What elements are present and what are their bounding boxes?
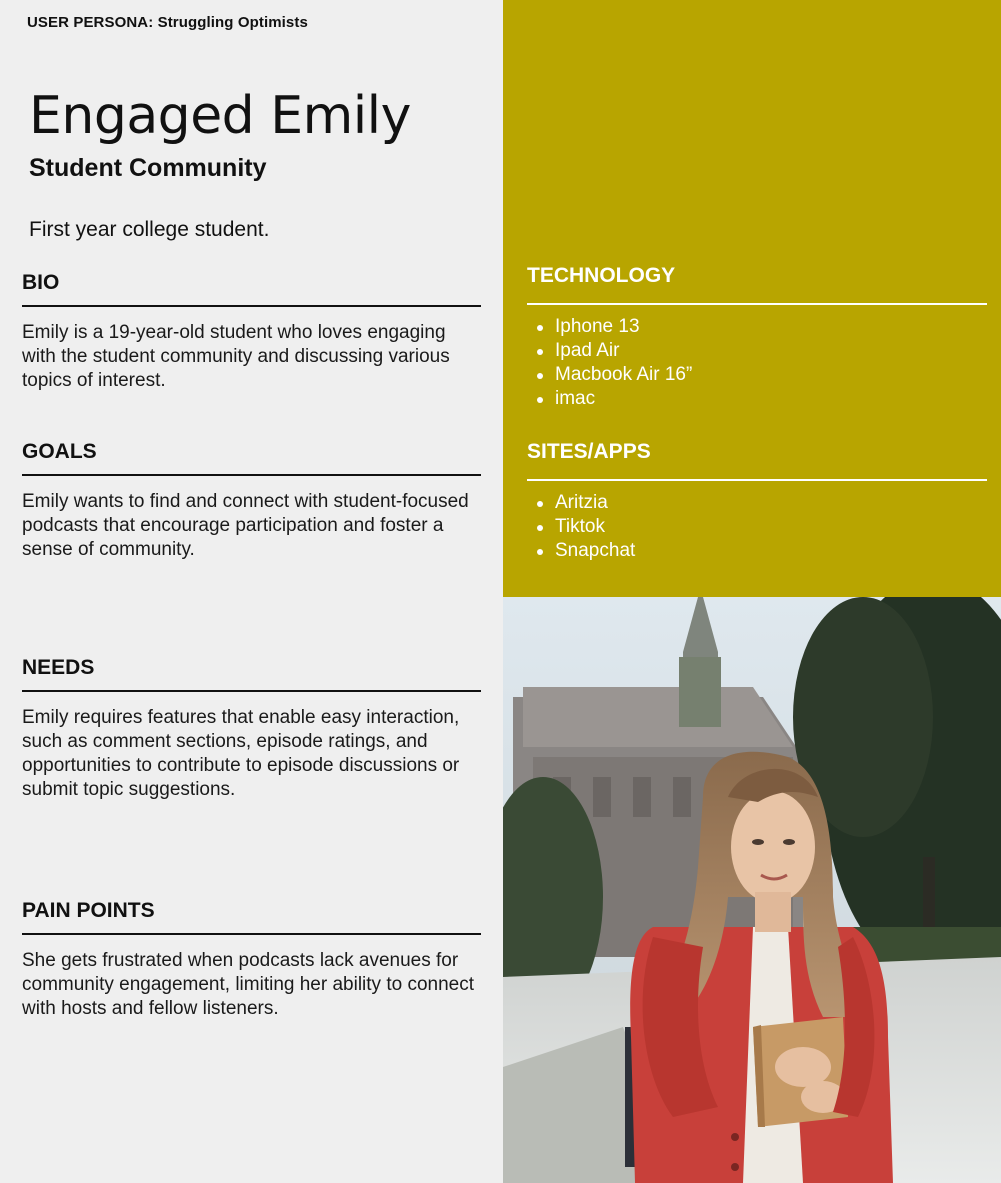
technology-item: Macbook Air 16” xyxy=(527,363,987,387)
persona-photo xyxy=(503,597,1001,1183)
needs-section xyxy=(22,656,481,802)
technology-list xyxy=(527,315,987,411)
sites-apps-item: Snapchat xyxy=(527,539,987,563)
technology-section xyxy=(527,264,987,411)
goals-section xyxy=(22,440,481,562)
persona-label: USER PERSONA: Struggling Optimists xyxy=(27,14,308,31)
sites-apps-list xyxy=(527,491,987,563)
sites-apps-item: Aritzia xyxy=(527,491,987,515)
technology-item: imac xyxy=(527,387,987,411)
persona-photo-illustration xyxy=(503,597,1001,1183)
technology-title: TECHNOLOGY xyxy=(527,264,987,305)
goals-title: GOALS xyxy=(22,440,481,476)
pain-points-section xyxy=(22,899,481,1021)
persona-community: Student Community xyxy=(29,154,267,182)
pain-points-title: PAIN POINTS xyxy=(22,899,481,935)
goals-text: Emily wants to find and connect with student-focused podcasts that encourage participation and foster a sense of community. xyxy=(22,491,469,560)
bio-section xyxy=(22,271,481,393)
pain-points-text: She gets frustrated when podcasts lack avenues for community engagement, limiting her ability to connect with hosts and fellow listeners. xyxy=(22,950,475,1019)
sites-apps-item: Tiktok xyxy=(527,515,987,539)
right-info-panel xyxy=(503,0,1001,597)
technology-item: Ipad Air xyxy=(527,339,987,363)
technology-item: Iphone 13 xyxy=(527,315,987,339)
sites-apps-section xyxy=(527,440,987,563)
needs-title: NEEDS xyxy=(22,656,481,692)
needs-text: Emily requires features that enable easy interaction, such as comment sections, episode ratings, and opportunities to contribute to episode discussions or submit topic suggestions. xyxy=(22,707,460,800)
sites-apps-title: SITES/APPS xyxy=(527,440,987,481)
bio-text: Emily is a 19-year-old student who loves engaging with the student community and discussing various topics of interest. xyxy=(22,322,450,391)
persona-intro: First year college student. xyxy=(29,218,270,241)
bio-title: BIO xyxy=(22,271,481,307)
persona-name: Engaged Emily xyxy=(29,86,411,146)
